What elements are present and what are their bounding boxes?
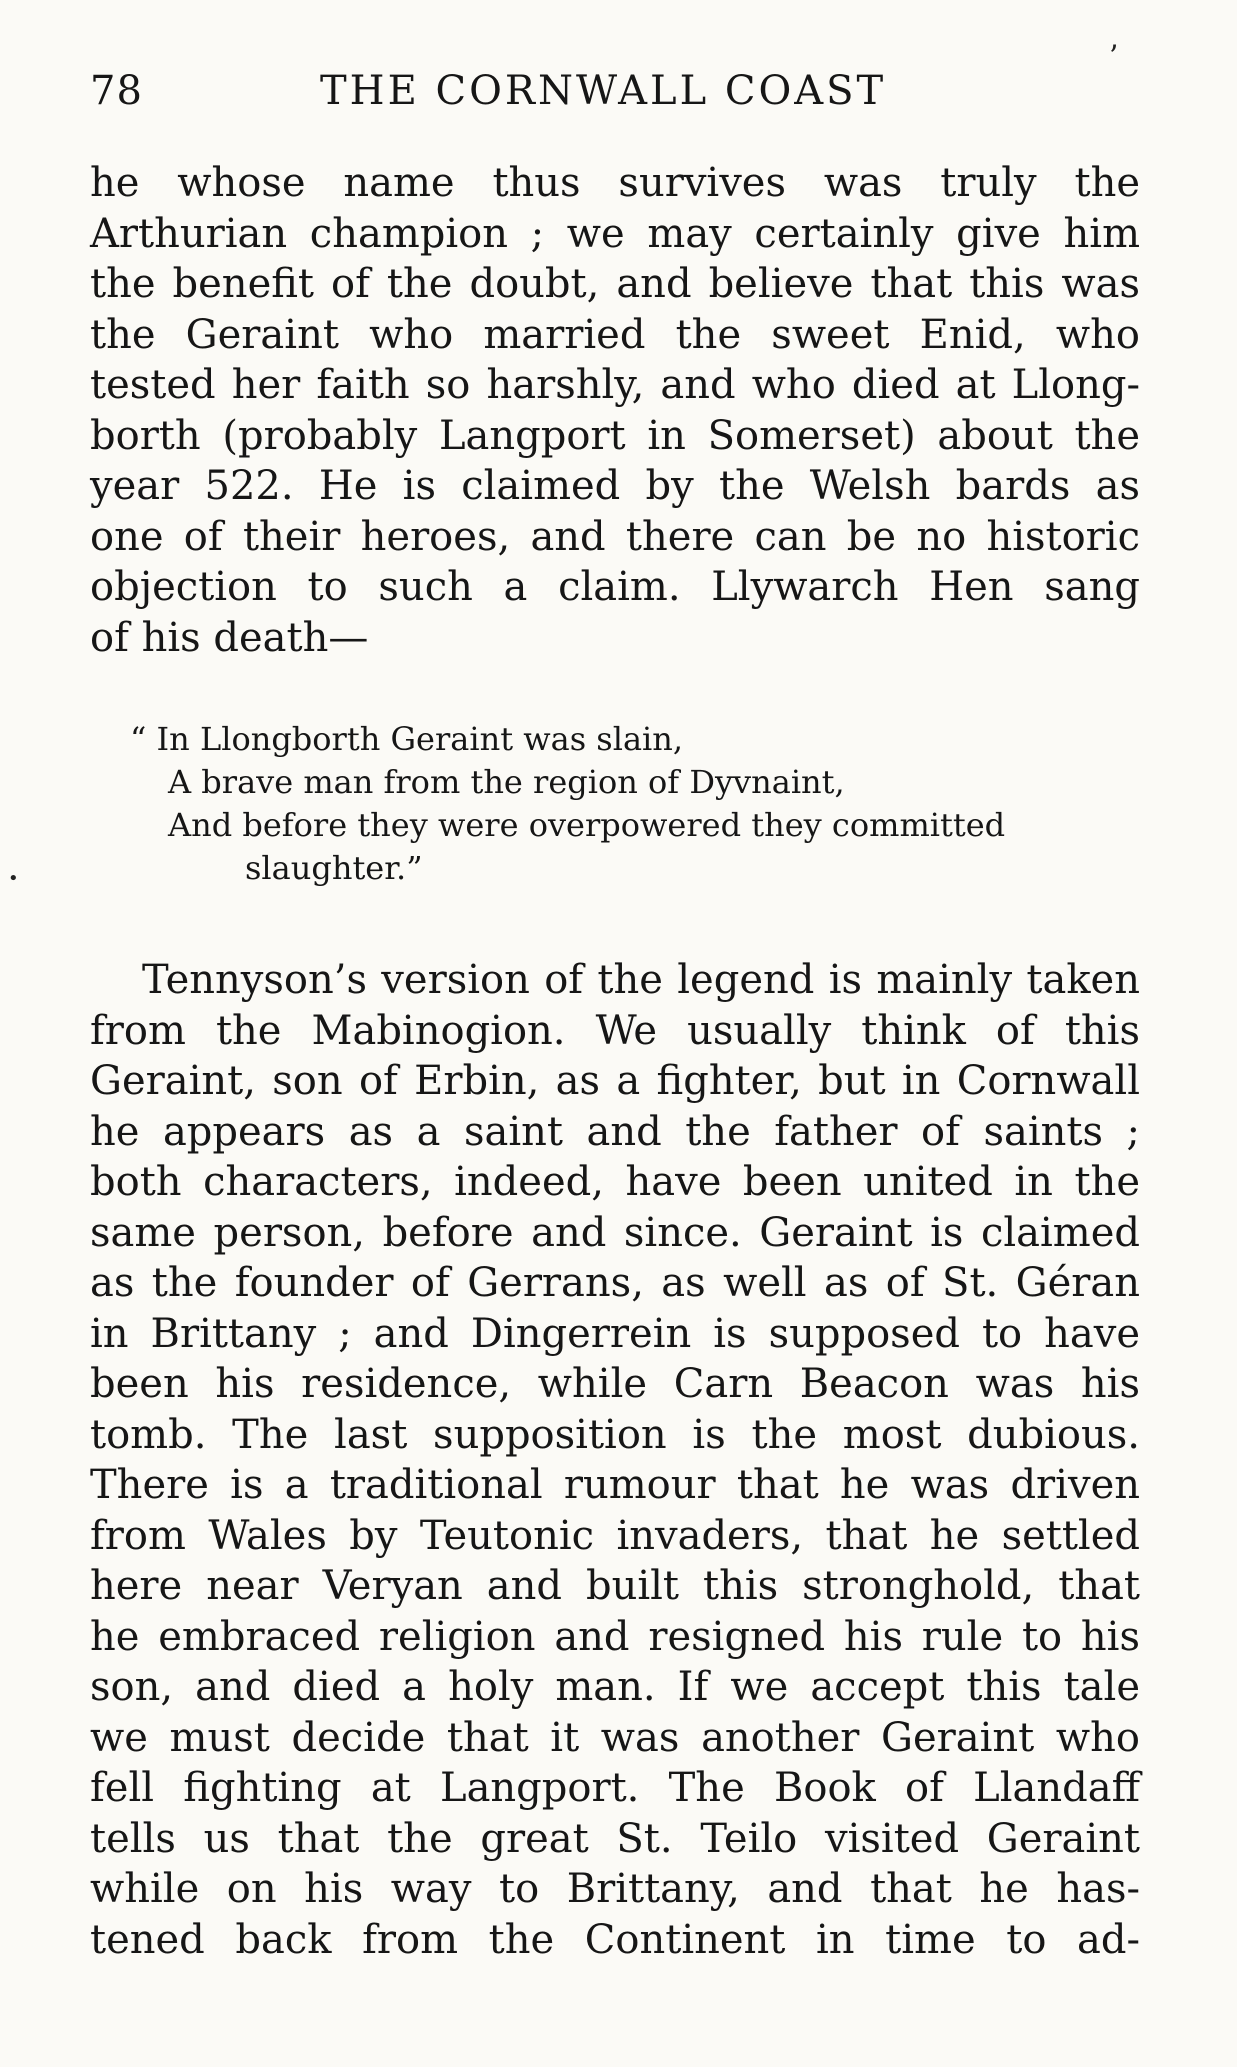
text-line: he whose name thus survives was truly the [90,160,1140,206]
running-title: THE CORNWALL COAST [320,68,887,114]
text-line: Tennyson’s version of the legend is mainly taken [142,957,1140,1003]
text-line: tomb. The last supposition is the most dubious. [90,1411,1140,1458]
margin-dot: • [8,868,19,889]
ink-mark: ʼ [1108,40,1118,75]
text-line: one of their heroes, and there can be no historic [90,513,1140,560]
paragraph-2 [90,955,1140,1965]
text-line: the Geraint who married the sweet Enid, who [90,311,1140,358]
verse-line: And before they were overpowered they committed [168,806,1006,844]
text-line: in Brittany ; and Dingerrein is supposed to have [90,1310,1140,1357]
text-line: both characters, indeed, have been united in the [90,1159,1140,1205]
text-line: Geraint, son of Erbin, as a fighter, but in Cornwall [90,1058,1140,1104]
text-line: Arthurian champion ; we may certainly give him [90,210,1140,257]
text-line: from the Mabinogion. We usually think of this [90,1007,1140,1054]
page-number: 78 [90,68,143,114]
text-line: year 522. He is claimed by the Welsh bards as [90,463,1140,509]
text-line: objection to such a claim. Llywarch Hen sang [90,564,1140,610]
verse-line: A brave man from the region of Dyvnaint, [168,763,845,801]
text-line: from Wales by Teutonic invaders, that he settled [90,1512,1140,1559]
text-line: son, and died a holy man. If we accept this tale [90,1664,1140,1710]
text-line: the benefit of the doubt, and believe that this was [90,261,1140,307]
text-line: as the founder of Gerrans, as well as of St. Géran [90,1260,1140,1306]
text-line: tened back from the Continent in time to ad- [90,1916,1140,1963]
verse-quotation [130,718,1140,890]
text-line: here near Veryan and built this stronghold, that [90,1563,1140,1609]
text-line: we must decide that it was another Geraint who [90,1714,1140,1761]
page-header [90,68,1140,128]
verse-line: “ In Llongborth Geraint was slain, [130,720,684,758]
verse-line: slaughter.” [245,849,423,887]
text-line: borth (probably Langport in Somerset) about the [90,412,1140,459]
text-line: There is a traditional rumour that he was driven [90,1462,1140,1508]
paragraph-1 [90,158,1140,663]
text-line: fell fighting at Langport. The Book of Llandaff [90,1765,1140,1811]
text-line: same person, before and since. Geraint is claimed [90,1209,1140,1256]
text-line: tells us that the great St. Teilo visited Geraint [90,1815,1140,1862]
text-line: been his residence, while Carn Beacon was his [90,1361,1140,1407]
text-line: while on his way to Brittany, and that he has- [90,1866,1140,1912]
text-line: he embraced religion and resigned his rule to his [90,1613,1140,1660]
text-line: he appears as a saint and the father of saints ; [90,1108,1140,1155]
text-line: of his death— [90,614,369,661]
text-line: tested her faith so harshly, and who died at Llong- [90,362,1140,408]
